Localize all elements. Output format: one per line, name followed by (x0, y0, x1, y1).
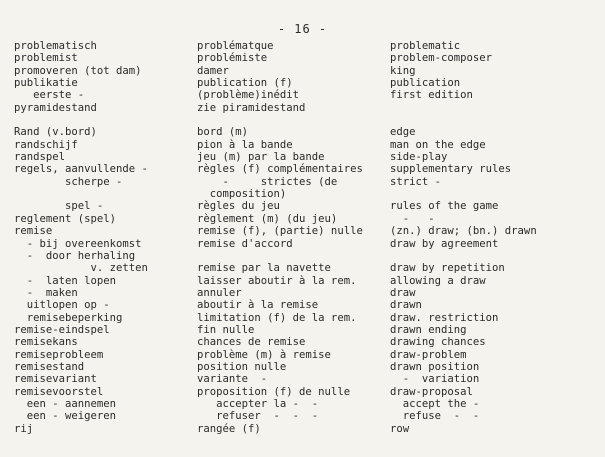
dutch-entry: remisevariant (14, 373, 97, 386)
dutch-entry: randspel (14, 151, 66, 164)
dutch-entry: spel - (14, 200, 104, 213)
dutch-entry (14, 114, 148, 126)
english-entry: drawing chances (390, 336, 486, 349)
english-entry: accept the - (390, 397, 480, 410)
french-entry (197, 114, 363, 126)
dutch-entry: uitlopen op - (14, 299, 110, 312)
english-entry: man on the edge (390, 138, 486, 151)
dutch-entry: eerste - (14, 89, 85, 102)
french-entry: remise (f), (partie) nulle (197, 225, 363, 238)
french-entry: - strictes (de (197, 175, 338, 188)
french-entry: annuler (197, 286, 242, 299)
dutch-entry: Rand (v.bord) (14, 126, 97, 139)
english-entry: king (390, 64, 416, 77)
english-entry: draw-proposal (390, 385, 473, 398)
page-number: - 16 - (277, 22, 328, 36)
dutch-entry: - maken (14, 286, 78, 299)
dutch-entry: publikatie (14, 77, 78, 90)
english-entry: draw-problem (390, 348, 467, 361)
english-entry: rules of the game (390, 200, 499, 213)
french-entry: remise par la navette (197, 262, 331, 275)
french-entry: accepter la - - (197, 397, 319, 410)
french-entry: rangée (f) (197, 422, 261, 435)
english-entry (390, 102, 537, 114)
dutch-entry: een - aannemen (14, 397, 117, 410)
dutch-entry: pyramidestand (14, 101, 97, 114)
dutch-entry: een - weigeren (14, 410, 117, 423)
french-entry: refuser - - - (197, 410, 319, 423)
french-entry: problème (m) à remise (197, 348, 331, 361)
french-entry: proposition (f) de nulle (197, 385, 351, 398)
english-entry: drawn ending (390, 323, 467, 336)
english-entry: supplementary rules (390, 163, 512, 176)
english-entry: draw by repetition (390, 262, 505, 275)
english-column (390, 40, 537, 435)
french-entry: laisser aboutir à la rem. (197, 274, 357, 287)
french-entry: publication (f) (197, 77, 293, 90)
dutch-entry: - door herhaling (14, 249, 136, 262)
french-entry: zie piramidestand (197, 101, 306, 114)
english-entry: first edition (390, 89, 473, 102)
dutch-entry: remisestand (14, 360, 85, 373)
dutch-entry: v. zetten (14, 262, 148, 275)
english-entry: problematic (390, 40, 461, 52)
french-entry: damer (197, 64, 229, 77)
english-entry: allowing a draw (390, 274, 486, 287)
dutch-entry: remise (14, 225, 53, 238)
french-entry: problématque (197, 40, 274, 52)
english-entry: side-play (390, 151, 448, 164)
english-entry: - variation (390, 373, 480, 386)
french-entry: composition) (197, 188, 287, 201)
french-entry: problémiste (197, 52, 268, 65)
english-entry: drawn (390, 299, 422, 312)
english-entry: refuse - - (390, 410, 480, 423)
french-column (197, 40, 363, 435)
french-entry: bord (m) (197, 126, 249, 139)
french-entry: fin nulle (197, 323, 255, 336)
english-entry: strict - (390, 175, 442, 188)
dutch-entry: promoveren (tot dam) (14, 64, 142, 77)
english-entry: - - (390, 212, 435, 225)
french-entry: pion à la bande (197, 138, 293, 151)
dutch-entry: - bij overeenkomst (14, 237, 142, 250)
english-entry: draw (390, 286, 416, 299)
french-entry: remise d'accord (197, 237, 293, 250)
english-entry (390, 114, 537, 126)
french-entry: (problème)inédit (197, 89, 300, 102)
french-entry: règles du jeu (197, 200, 280, 213)
dutch-entry: problemist (14, 52, 78, 65)
dutch-column (14, 40, 148, 435)
english-entry (390, 250, 537, 262)
dutch-entry: reglement (spel) (14, 212, 117, 225)
dutch-entry: problematisch (14, 40, 97, 52)
english-entry: row (390, 422, 410, 435)
dutch-entry (14, 188, 148, 200)
french-entry: chances de remise (197, 336, 306, 349)
french-entry (197, 250, 363, 262)
french-entry: jeu (m) par la bande (197, 151, 325, 164)
dutch-entry: rij (14, 422, 34, 435)
dutch-entry: remisekans (14, 336, 78, 349)
english-entry: problem-composer (390, 52, 493, 65)
english-entry (390, 188, 537, 200)
english-entry: publication (390, 77, 461, 90)
french-entry: règles (f) complémentaires (197, 163, 363, 176)
dutch-entry: randschijf (14, 138, 78, 151)
french-entry: limitation (f) de la rem. (197, 311, 357, 324)
english-entry: draw. restriction (390, 311, 499, 324)
english-entry: (zn.) draw; (bn.) drawn (390, 225, 537, 238)
dutch-entry: regels, aanvullende - (14, 163, 148, 176)
english-entry: drawn position (390, 360, 480, 373)
english-entry: edge (390, 126, 416, 139)
french-entry: aboutir à la remise (197, 299, 319, 312)
dutch-entry: remise-eindspel (14, 323, 110, 336)
french-entry: variante - (197, 373, 268, 386)
english-entry: draw by agreement (390, 237, 499, 250)
dutch-entry: scherpe - (14, 175, 123, 188)
dutch-entry: remisebeperking (14, 311, 123, 324)
dutch-entry: - laten lopen (14, 274, 117, 287)
dutch-entry: remiseprobleem (14, 348, 104, 361)
french-entry: règlement (m) (du jeu) (197, 212, 338, 225)
dutch-entry: remisevoorstel (14, 385, 104, 398)
french-entry: position nulle (197, 360, 287, 373)
